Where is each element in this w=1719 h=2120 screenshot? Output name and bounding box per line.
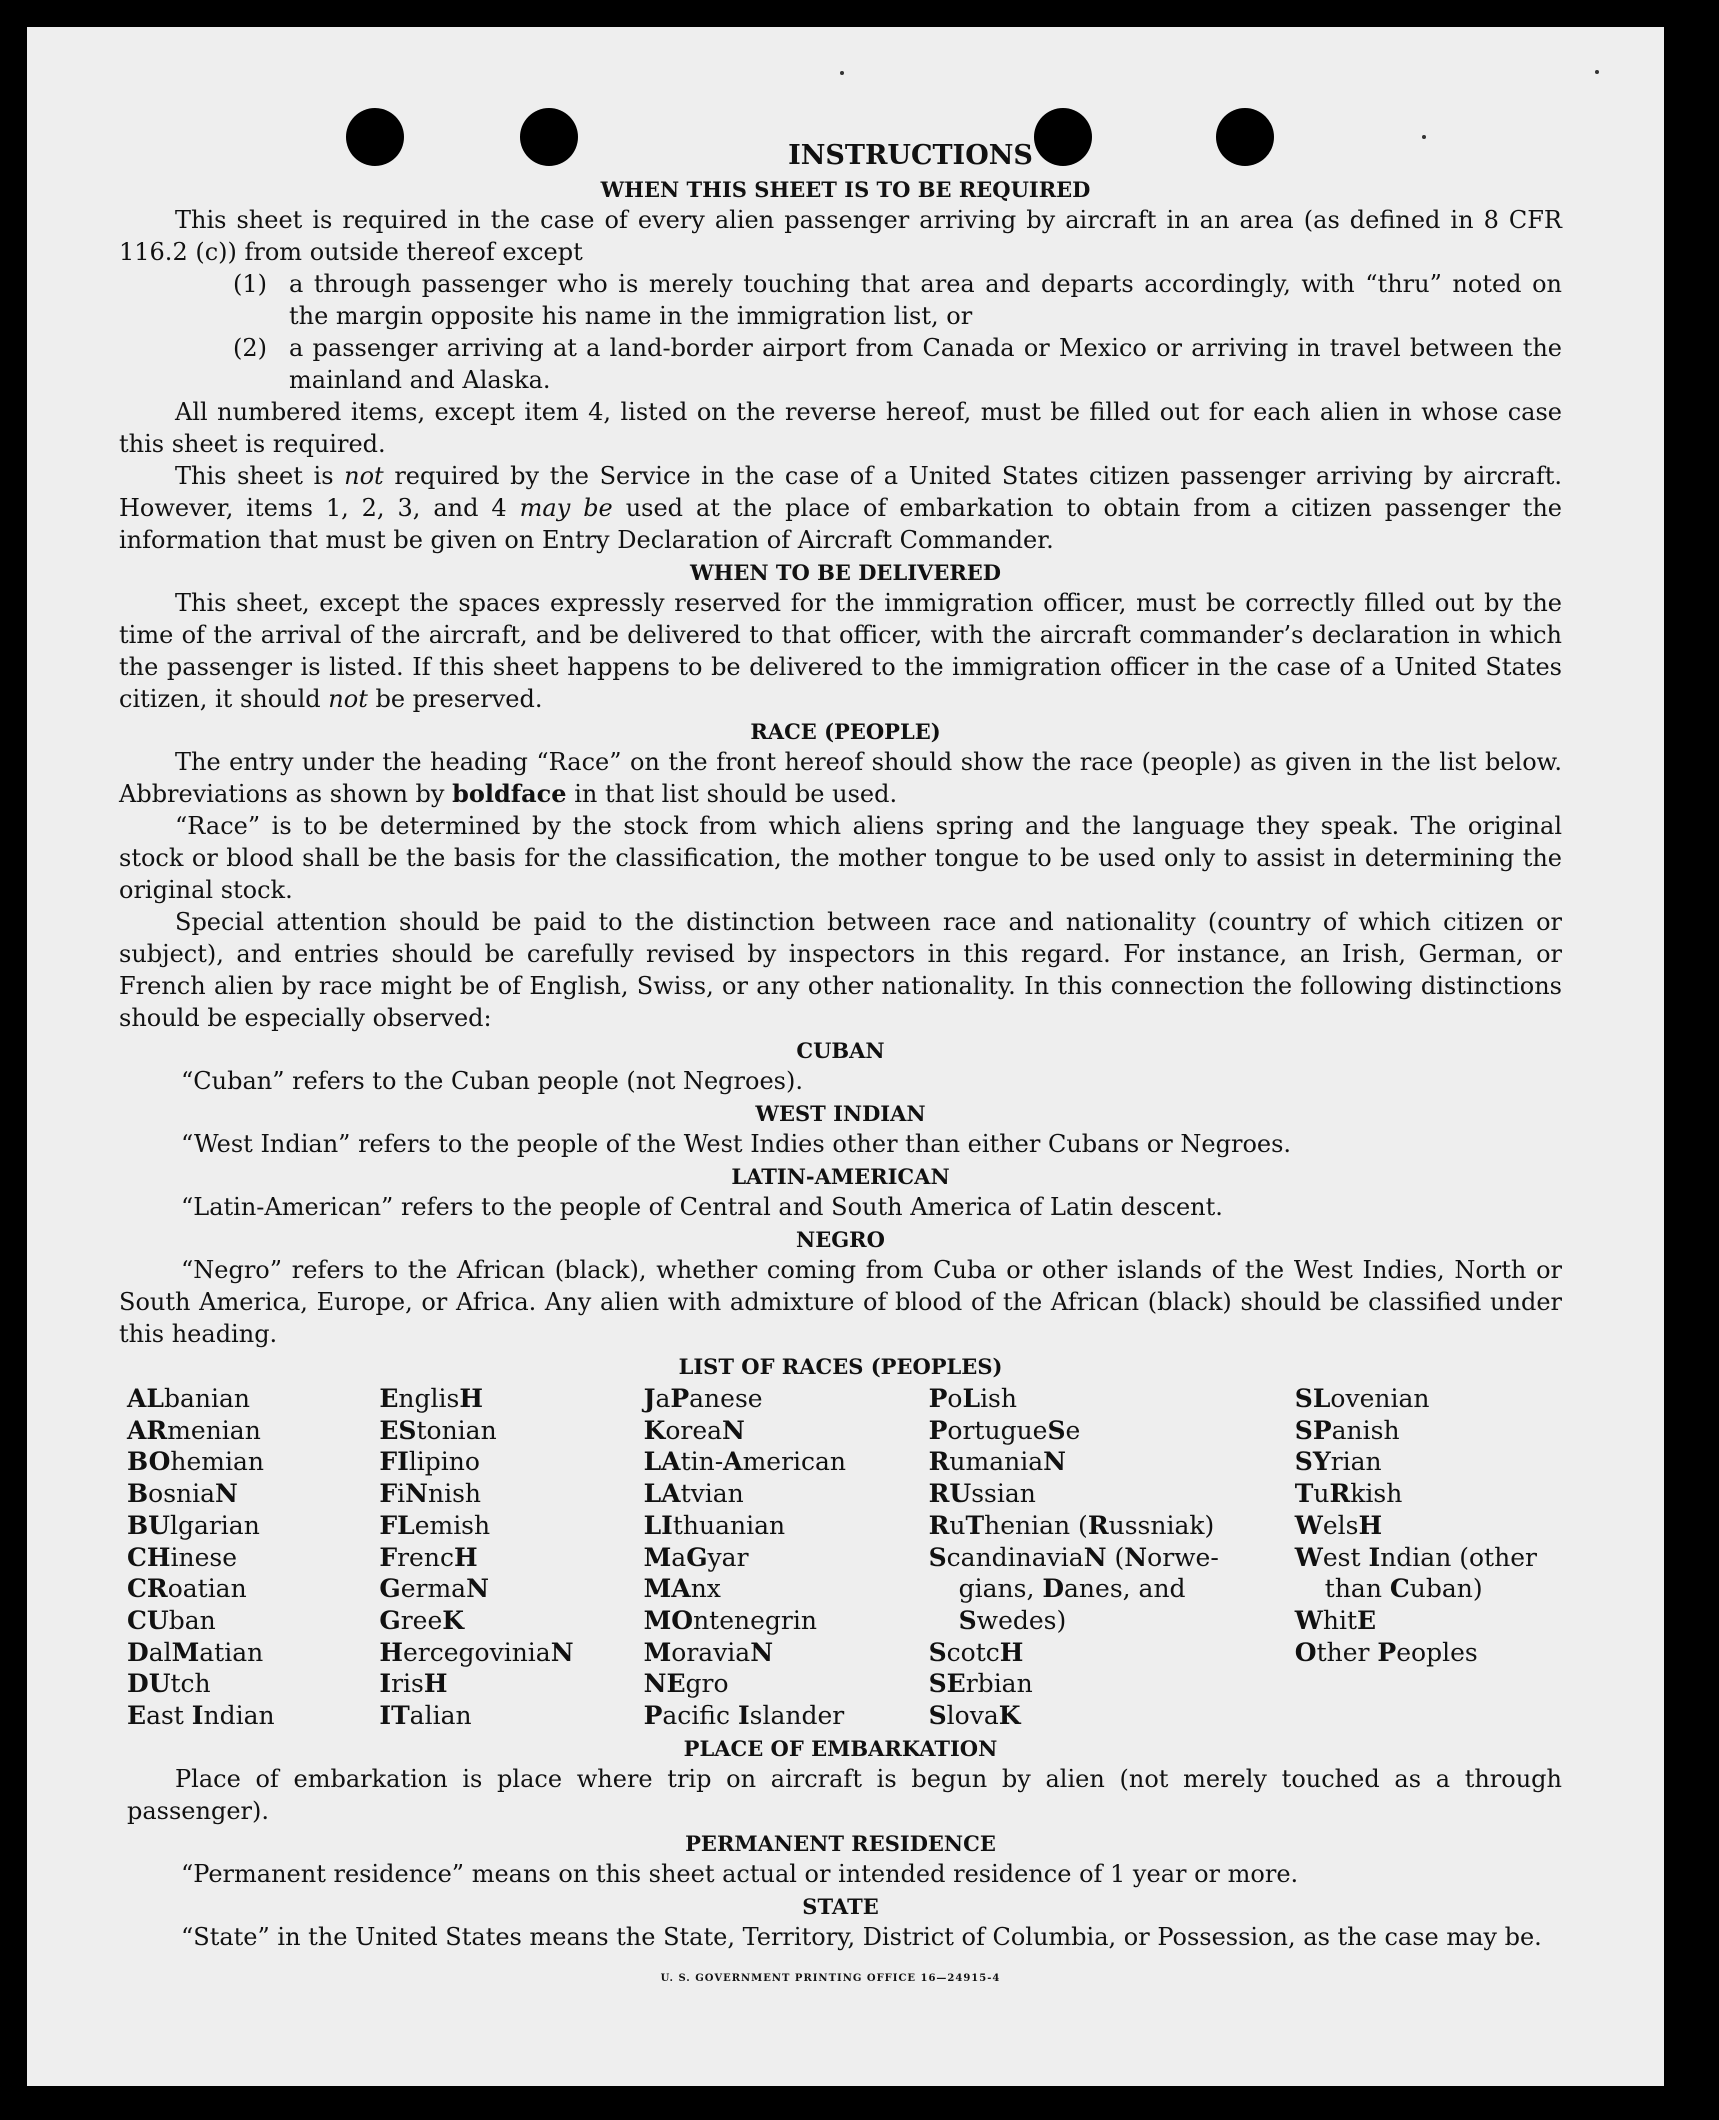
race-item: HercegoviniaN bbox=[379, 1637, 574, 1667]
race-item: FIlipino bbox=[379, 1447, 480, 1477]
race-item: SYrian bbox=[1294, 1447, 1382, 1477]
paragraph: The entry under the heading “Race” on the front hereof should show the race (people) as given in the list below. Abbreviations as shown by boldface in that list should be used. bbox=[119, 748, 1562, 808]
race-item: CUban bbox=[127, 1605, 216, 1635]
race-item: than Cuban) bbox=[1324, 1574, 1483, 1604]
paragraph: “Race” is to be determined by the stock from which aliens spring and the language they speak. The original stock or blood shall be the basis for the classification, the mother tongue to be used only to assist in determining the original stock. bbox=[119, 812, 1562, 904]
definition: Place of embarkation is place where trip on aircraft is begun by alien (not merely touched as a through passenger). bbox=[127, 1764, 1562, 1825]
race-item: SlovaK bbox=[928, 1701, 1021, 1731]
section-heading: NEGRO bbox=[796, 1227, 885, 1252]
race-item: MaGyar bbox=[643, 1542, 749, 1572]
race-item: RuThenian (Russniak) bbox=[928, 1510, 1215, 1540]
race-item: LAtin-American bbox=[643, 1447, 847, 1477]
section-heading: WHEN THIS SHEET IS TO BE REQUIRED bbox=[600, 177, 1091, 202]
race-list bbox=[119, 1383, 1562, 1732]
race-item: PoLish bbox=[928, 1384, 1017, 1413]
race-column bbox=[929, 1383, 1295, 1732]
race-item: DUtch bbox=[127, 1669, 211, 1699]
item-number: (2) bbox=[233, 334, 267, 362]
race-item: TuRkish bbox=[1294, 1479, 1403, 1509]
definition: “Negro” refers to the African (black), whether coming from Cuba or other islands of the West Indies, North or South America, Europe, or Africa. Any alien with admixture of blood of the African (black) should be classified under this heading. bbox=[119, 1256, 1562, 1348]
paragraph: This sheet is required in the case of every alien passenger arriving by aircraft in an area (as defined in 8 CFR 116.2 (c)) from outside thereof except bbox=[119, 206, 1562, 266]
race-item: SLovenian bbox=[1294, 1384, 1430, 1413]
race-item: CHinese bbox=[127, 1542, 238, 1572]
race-item: NEgro bbox=[643, 1669, 729, 1699]
section-heading: WHEN TO BE DELIVERED bbox=[689, 560, 1001, 585]
race-item: BOhemian bbox=[127, 1447, 264, 1477]
page-title: INSTRUCTIONS bbox=[788, 140, 1033, 171]
definition: “Cuban” refers to the Cuban people (not Negroes). bbox=[181, 1067, 803, 1095]
race-item: WelsH bbox=[1294, 1510, 1383, 1540]
race-item: MOntenegrin bbox=[643, 1605, 817, 1635]
race-item: ALbanian bbox=[127, 1384, 250, 1413]
section-heading: PLACE OF EMBARKATION bbox=[683, 1735, 998, 1761]
section-heading: STATE bbox=[802, 1893, 879, 1919]
race-column bbox=[644, 1383, 929, 1732]
race-item: IrisH bbox=[379, 1669, 448, 1699]
race-item: EStonian bbox=[379, 1415, 497, 1445]
race-item: SPanish bbox=[1294, 1415, 1400, 1445]
list-item bbox=[119, 268, 1562, 332]
race-item: ARmenian bbox=[127, 1415, 261, 1445]
race-item: East Indian bbox=[127, 1701, 275, 1731]
race-item: FLemish bbox=[379, 1510, 491, 1540]
speck bbox=[1595, 70, 1599, 74]
item-text: a through passenger who is merely touching that area and departs accordingly, with “thru” noted on the margin opposite his name in the immigration list, or bbox=[289, 270, 1562, 330]
race-item: LAtvian bbox=[643, 1479, 744, 1509]
paragraph: This sheet, except the spaces expressly reserved for the immigration officer, must be correctly filled out by the time of the arrival of the aircraft, and be delivered to that officer, with the aircraft commander’s declaration in which the passenger is listed. If this sheet happens to be delivered to the immigration officer in the case of a United States citizen, it should not be preserved. bbox=[119, 589, 1562, 713]
race-item: Other Peoples bbox=[1294, 1637, 1478, 1667]
section-heading: LATIN-AMERICAN bbox=[731, 1164, 950, 1189]
race-column bbox=[379, 1383, 643, 1732]
definition: “Latin-American” refers to the people of Central and South America of Latin descent. bbox=[181, 1193, 1223, 1221]
section-heading: PERMANENT RESIDENCE bbox=[685, 1830, 996, 1856]
race-item: LIthuanian bbox=[643, 1510, 786, 1540]
race-item: Swedes) bbox=[958, 1605, 1067, 1635]
race-item: West Indian (other bbox=[1294, 1542, 1537, 1572]
speck bbox=[840, 71, 844, 75]
race-item: GermaN bbox=[379, 1574, 489, 1604]
paragraph: Special attention should be paid to the distinction between race and nationality (country of which citizen or subject), and entries should be carefully revised by inspectors in this regard. For instance, an Irish, German, or French alien by race might be of English, Swiss, or any other nationality. In this connection the following distinctions should be especially observed: bbox=[119, 908, 1562, 1032]
race-item: gians, Danes, and bbox=[958, 1574, 1186, 1604]
race-item: ScandinaviaN (Norwe- bbox=[928, 1542, 1219, 1572]
race-item: MAnx bbox=[643, 1574, 721, 1604]
document-page bbox=[27, 27, 1664, 2086]
race-item: FiNnish bbox=[379, 1479, 481, 1509]
instructions-content bbox=[119, 139, 1562, 1995]
race-item: SErbian bbox=[928, 1669, 1033, 1699]
race-item: BUlgarian bbox=[127, 1510, 260, 1540]
race-item: BosniaN bbox=[127, 1479, 238, 1509]
item-number: (1) bbox=[233, 270, 267, 298]
race-item: CRoatian bbox=[127, 1574, 247, 1604]
section-heading: LIST OF RACES (PEOPLES) bbox=[678, 1354, 1003, 1379]
definition: “State” in the United States means the State, Territory, District of Columbia, or Possession, as the case may be. bbox=[181, 1922, 1542, 1951]
definition: “Permanent residence” means on this sheet actual or intended residence of 1 year or more. bbox=[181, 1859, 1299, 1888]
race-item: GreeK bbox=[379, 1605, 464, 1635]
race-column bbox=[1295, 1383, 1562, 1732]
race-item: RumaniaN bbox=[928, 1447, 1066, 1477]
race-item: RUssian bbox=[928, 1479, 1036, 1509]
race-item: FrencH bbox=[379, 1542, 478, 1572]
section-heading: RACE (PEOPLE) bbox=[750, 719, 941, 744]
race-item: KoreaN bbox=[643, 1415, 745, 1445]
list-item bbox=[119, 332, 1562, 396]
paragraph: This sheet is not required by the Service in the case of a United States citizen passenger arriving by aircraft. However, items 1, 2, 3, and 4 may be used at the place of embarkation to obtain from a citizen passenger the information that must be given on Entry Declaration of Aircraft Commander. bbox=[119, 462, 1562, 554]
race-item: PortugueSe bbox=[928, 1415, 1081, 1445]
race-item: WhitE bbox=[1294, 1605, 1377, 1635]
section-heading: WEST INDIAN bbox=[755, 1101, 926, 1126]
definition: “West Indian” refers to the people of the West Indies other than either Cubans or Negroes. bbox=[181, 1130, 1292, 1158]
race-item: JaPanese bbox=[643, 1384, 763, 1413]
race-item: ITalian bbox=[379, 1701, 472, 1731]
section-heading: CUBAN bbox=[796, 1038, 885, 1063]
race-item: EnglisH bbox=[379, 1384, 483, 1413]
race-item: MoraviaN bbox=[643, 1637, 774, 1667]
item-text: a passenger arriving at a land-border airport from Canada or Mexico or arriving in travel between the mainland and Alaska. bbox=[289, 334, 1562, 394]
printer-imprint: U. S. GOVERNMENT PRINTING OFFICE 16—24915-4 bbox=[660, 1972, 1001, 1984]
race-item: ScotcH bbox=[928, 1637, 1024, 1667]
paragraph: All numbered items, except item 4, listed on the reverse hereof, must be filled out for each alien in whose case this sheet is required. bbox=[119, 398, 1562, 458]
race-item: Pacific Islander bbox=[643, 1701, 845, 1731]
race-item: DalMatian bbox=[127, 1637, 264, 1667]
race-column bbox=[127, 1383, 379, 1732]
